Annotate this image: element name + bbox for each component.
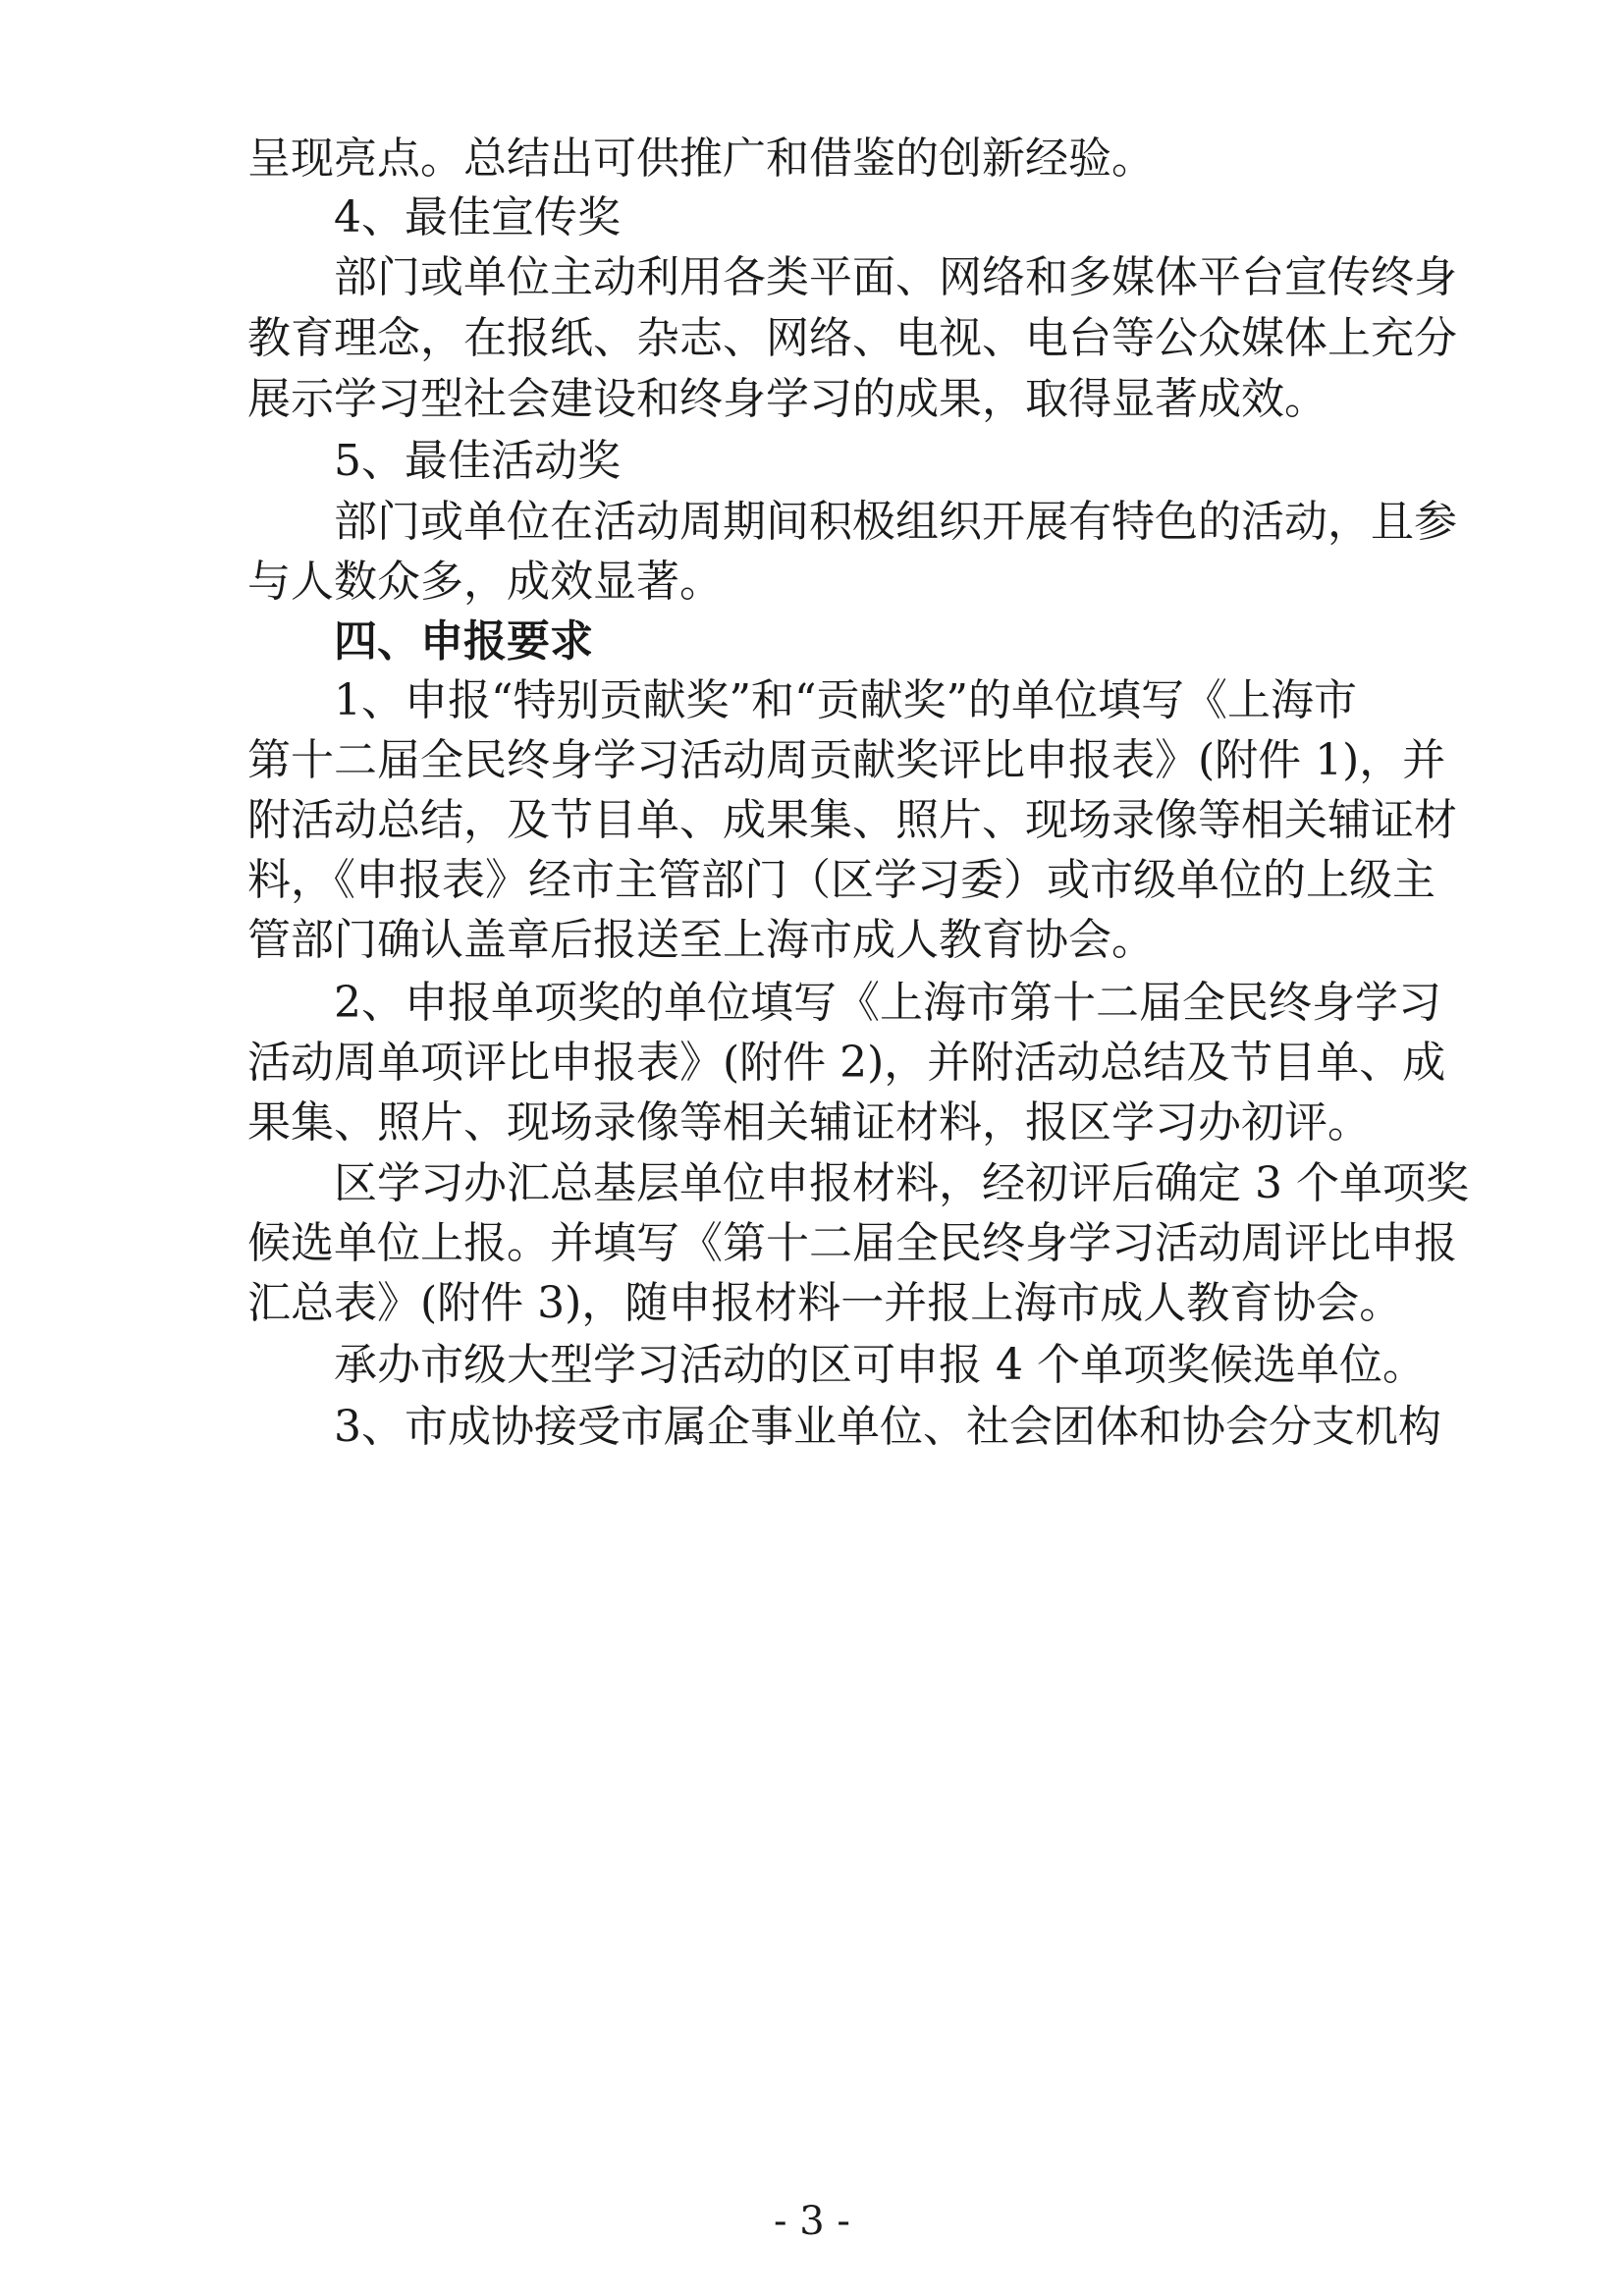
paragraph-line: 展示学习型社会建设和终身学习的成果，取得显著成效。 bbox=[247, 374, 1327, 424]
paragraph-line: 第十二届全民终身学习活动周贡献奖评比申报表》(附件 1)，并 bbox=[247, 735, 1446, 785]
paragraph-line: 3、市成协接受市属企事业单位、社会团体和协会分支机构 bbox=[334, 1402, 1441, 1452]
paragraph-line: 管部门确认盖章后报送至上海市成人教育协会。 bbox=[247, 915, 1155, 965]
page-number: - 3 - bbox=[774, 2199, 850, 2244]
paragraph-line: 候选单位上报。并填写《第十二届全民终身学习活动周评比申报 bbox=[247, 1218, 1457, 1268]
paragraph-line: 料，《申报表》经市主管部门（区学习委）或市级单位的上级主 bbox=[247, 855, 1435, 905]
paragraph-line: 教育理念，在报纸、杂志、网络、电视、电台等公众媒体上充分 bbox=[247, 313, 1457, 363]
paragraph-line: 区学习办汇总基层单位申报材料，经初评后确定 3 个单项奖 bbox=[334, 1158, 1469, 1208]
paragraph-line: 1、申报“特别贡献奖”和“贡献奖”的单位填写《上海市 bbox=[334, 675, 1357, 725]
paragraph-line: 部门或单位在活动周期间积极组织开展有特色的活动，且参 bbox=[334, 497, 1457, 547]
paragraph-line: 与人数众多，成效显著。 bbox=[247, 557, 723, 607]
paragraph-line: 承办市级大型学习活动的区可申报 4 个单项奖候选单位。 bbox=[334, 1340, 1426, 1390]
paragraph-line: 部门或单位主动利用各类平面、网络和多媒体平台宣传终身 bbox=[334, 252, 1457, 302]
paragraph-line: 呈现亮点。总结出可供推广和借鉴的创新经验。 bbox=[247, 133, 1155, 184]
paragraph-line: 汇总表》(附件 3)，随申报材料一并报上海市成人教育协会。 bbox=[247, 1278, 1403, 1328]
paragraph-line: 2、申报单项奖的单位填写《上海市第十二届全民终身学习 bbox=[334, 978, 1441, 1028]
paragraph-line: 活动周单项评比申报表》(附件 2)，并附活动总结及节目单、成 bbox=[247, 1038, 1446, 1088]
section-heading-application-requirements: 四、申报要求 bbox=[334, 616, 593, 667]
section-heading-best-publicity: 4、最佳宣传奖 bbox=[334, 192, 621, 242]
paragraph-line: 附活动总结，及节目单、成果集、照片、现场录像等相关辅证材 bbox=[247, 795, 1457, 845]
paragraph-line: 果集、照片、现场录像等相关辅证材料，报区学习办初评。 bbox=[247, 1097, 1371, 1148]
section-heading-best-activity: 5、最佳活动奖 bbox=[334, 436, 621, 486]
